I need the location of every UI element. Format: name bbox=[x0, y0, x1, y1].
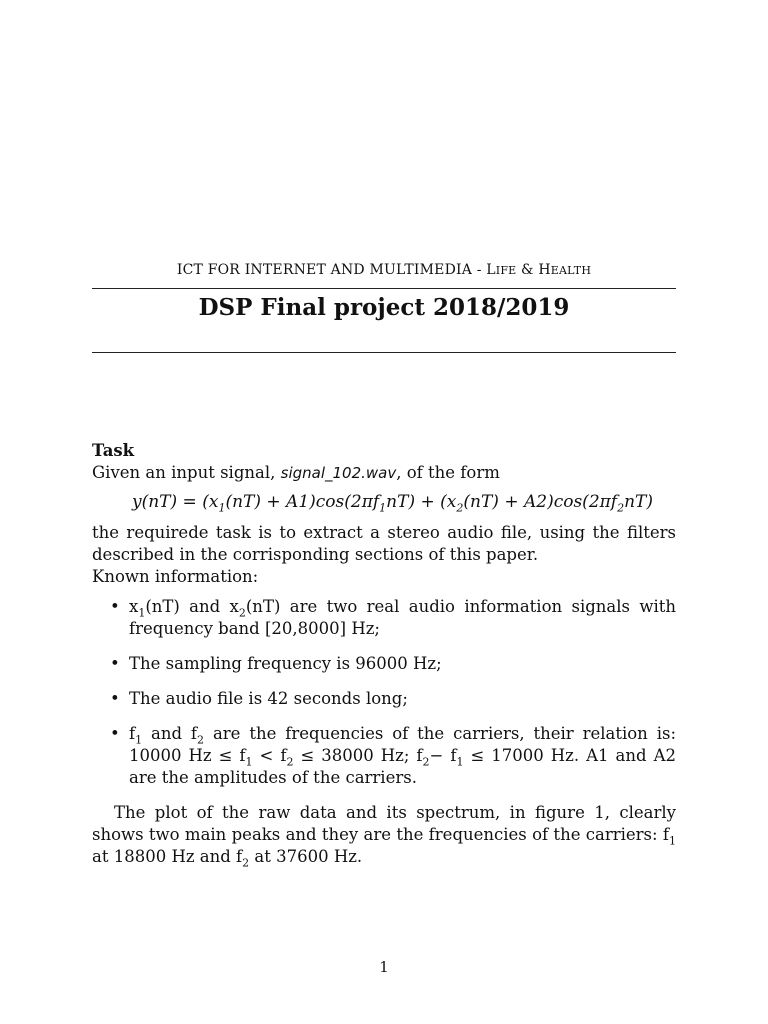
para-subscript: 2 bbox=[242, 856, 250, 870]
eq-part: (nT) + A1)cos(2πf bbox=[225, 492, 380, 512]
eq-part: nT) bbox=[624, 492, 654, 512]
list-item bbox=[92, 723, 676, 789]
item-text: (nT) and x bbox=[145, 597, 239, 616]
course-track-initial-2: H bbox=[538, 262, 551, 278]
known-information-label: Known information: bbox=[92, 567, 259, 586]
task-heading: Task bbox=[92, 441, 135, 460]
course-track-word-2: EALTH bbox=[550, 264, 592, 277]
eq-part: (nT) + A2)cos(2πf bbox=[463, 492, 618, 512]
header-bottom-rule bbox=[92, 352, 676, 353]
page-number: 1 bbox=[379, 958, 389, 976]
intro-text-start: Given an input signal, bbox=[92, 463, 281, 482]
item-subscript: 1 bbox=[245, 755, 253, 769]
known-information-list bbox=[92, 596, 676, 789]
header-top-rule bbox=[92, 288, 676, 289]
task-description: the requirede task is to extract a stereo audio file, using the filters described in the corrisponding sections of this paper. bbox=[92, 523, 676, 564]
course-header bbox=[92, 262, 676, 278]
eq-part: y(nT) = (x bbox=[132, 492, 219, 512]
spectrum-paragraph bbox=[92, 802, 676, 868]
item-text: ≤ 17000 Hz. A1 and A2 are the amplitudes of the carriers. bbox=[129, 746, 676, 787]
para-subscript: 1 bbox=[669, 834, 676, 848]
eq-part: nT) + (x bbox=[386, 492, 457, 512]
para-text: at 37600 Hz. bbox=[249, 847, 363, 866]
list-item bbox=[92, 596, 676, 640]
list-item: • The audio file is 42 seconds long; bbox=[92, 688, 676, 710]
item-subscript: 1 bbox=[138, 606, 146, 620]
page-title: DSP Final project 2018/2019 bbox=[198, 294, 570, 321]
para-text: The plot of the raw data and its spectrum, in figure 1, clearly shows two main peaks and they are the frequencies of the carriers: f bbox=[92, 803, 676, 844]
course-track-initial-1: L bbox=[486, 262, 496, 278]
item-subscript: 1 bbox=[135, 733, 143, 747]
signal-filename: signal_102.wav bbox=[280, 464, 397, 482]
para-text: at 18800 Hz and f bbox=[92, 847, 243, 866]
signal-equation bbox=[92, 486, 676, 518]
item-text: x bbox=[129, 597, 139, 616]
intro-text-end: , of the form bbox=[396, 463, 500, 482]
item-subscript: 2 bbox=[286, 755, 294, 769]
item-subscript: 2 bbox=[238, 606, 246, 620]
item-subscript: 2 bbox=[422, 755, 430, 769]
course-name: ICT FOR INTERNET AND MULTIMEDIA - bbox=[176, 262, 487, 278]
item-subscript: 1 bbox=[456, 755, 464, 769]
item-text: f bbox=[129, 724, 136, 743]
item-text: and f bbox=[142, 724, 198, 743]
list-item: • The sampling frequency is 96000 Hz; bbox=[92, 653, 676, 675]
item-text: (nT) are two real audio information signals with frequency band [20,8000] Hz; bbox=[129, 597, 677, 638]
item-text: − f bbox=[429, 746, 457, 765]
course-track-ampersand: & bbox=[516, 262, 539, 278]
task-intro bbox=[92, 462, 676, 484]
eq-subscript: 1 bbox=[218, 501, 226, 515]
eq-subscript: 2 bbox=[617, 501, 625, 515]
item-text: are the frequencies of the carriers, their relation is: 10000 Hz ≤ f bbox=[129, 724, 677, 765]
item-text: < f bbox=[252, 746, 287, 765]
course-track-word-1: IFE bbox=[495, 264, 517, 277]
item-subscript: 2 bbox=[197, 733, 205, 747]
item-text: ≤ 38000 Hz; f bbox=[293, 746, 423, 765]
eq-subscript: 1 bbox=[379, 501, 387, 515]
eq-subscript: 2 bbox=[456, 501, 464, 515]
task-section bbox=[92, 440, 676, 868]
